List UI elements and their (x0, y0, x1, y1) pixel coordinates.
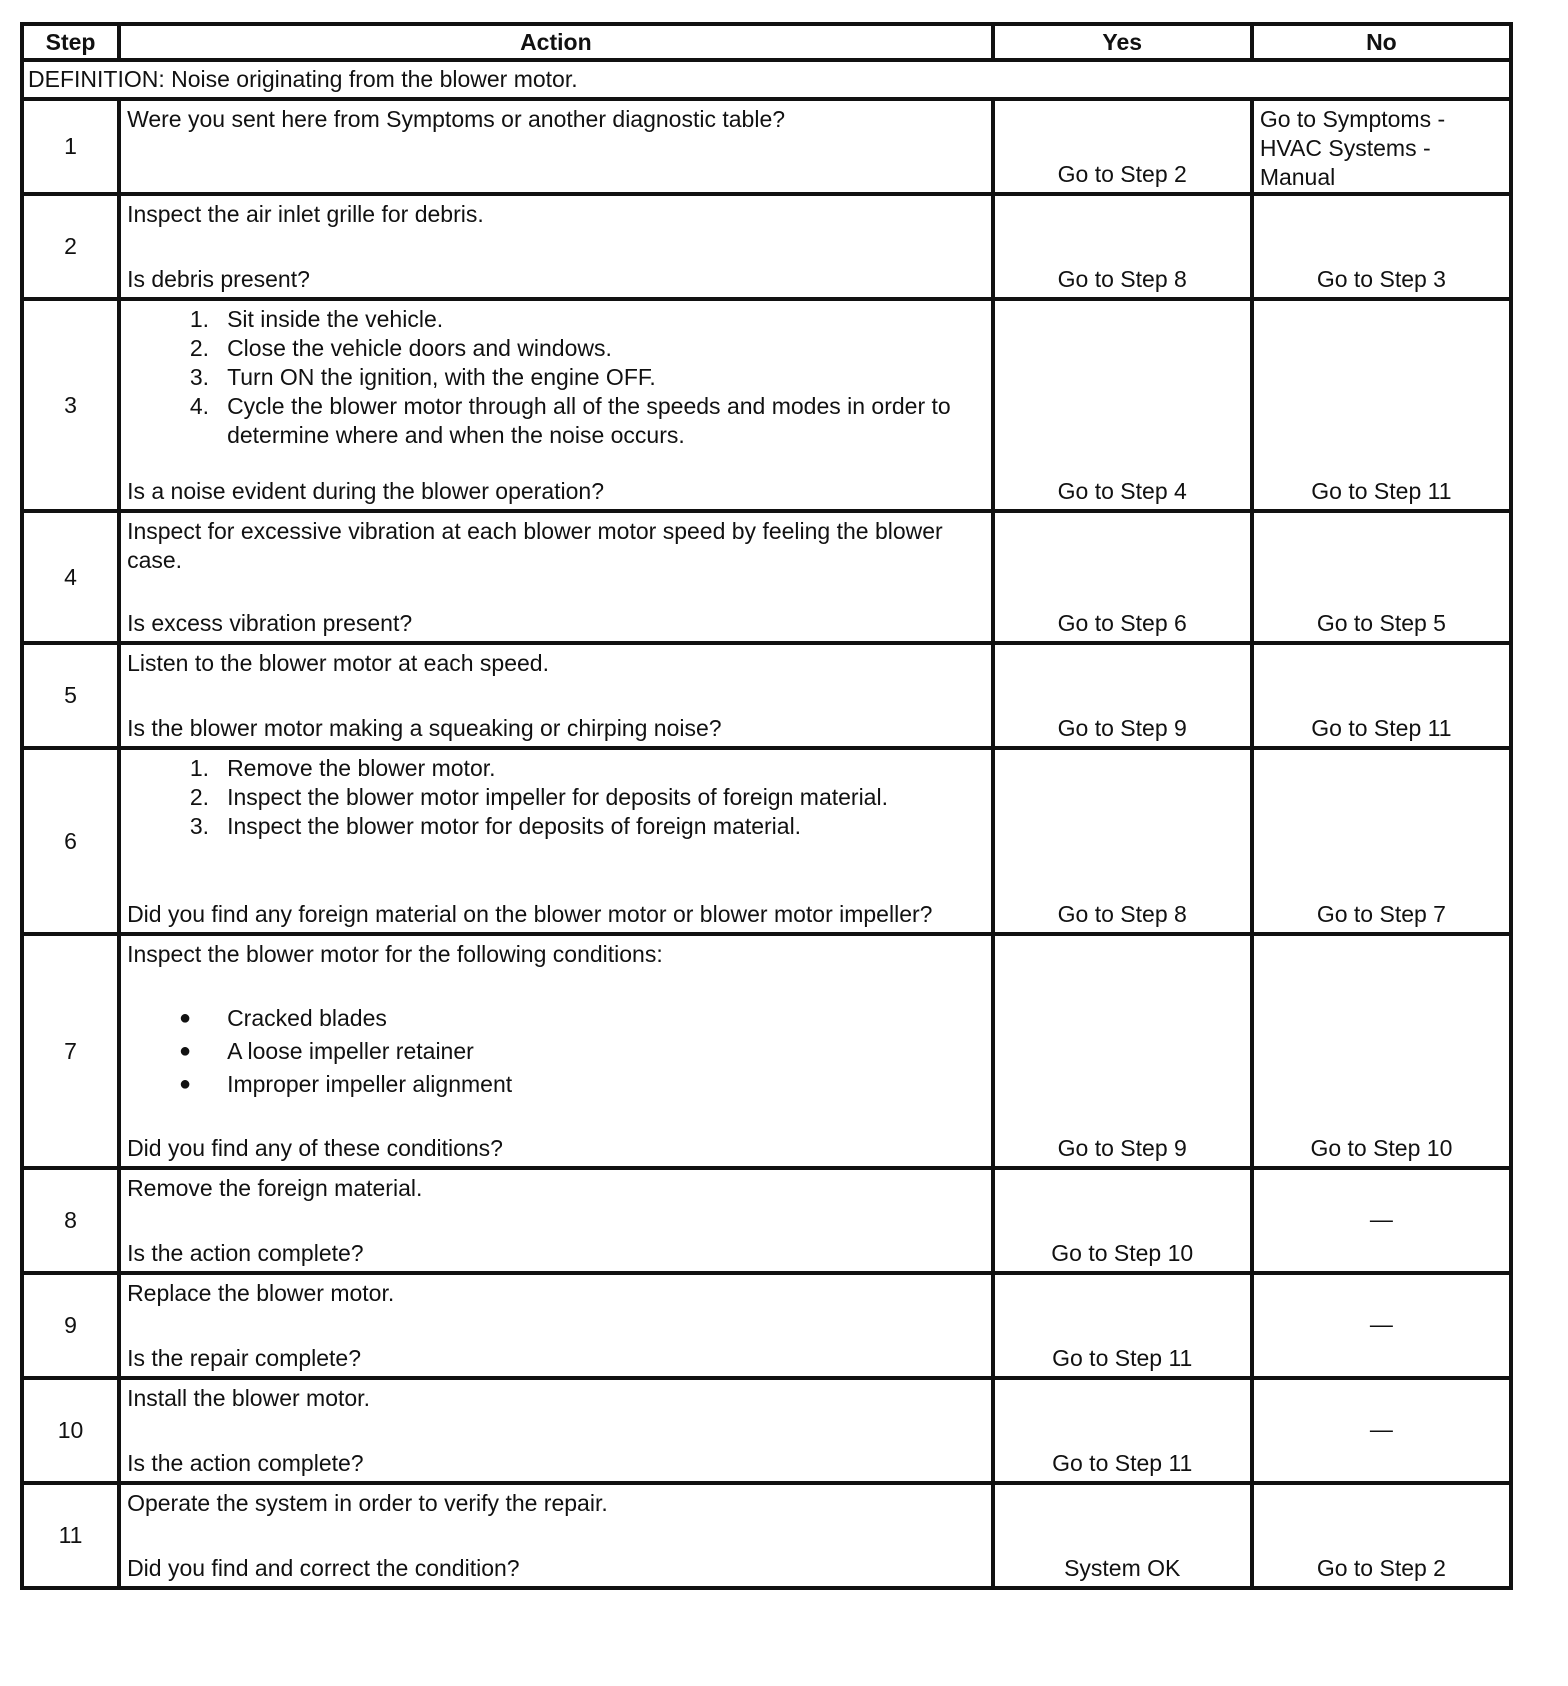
table-row (22, 99, 1511, 194)
yes-cell: Go to Step 10 (993, 1168, 1252, 1273)
list-number: 3. (189, 364, 210, 390)
action-question: Is the blower motor making a squeaking or chirping noise? (127, 715, 722, 741)
header-no: No (1252, 24, 1511, 60)
step-number: 2 (22, 194, 119, 299)
table-row (22, 299, 1511, 511)
no-cell: — (1252, 1378, 1511, 1483)
yes-cell: Go to Step 9 (993, 934, 1252, 1168)
definition-text: DEFINITION: Noise originating from the blower motor. (22, 60, 1511, 99)
action-cell (119, 511, 993, 643)
no-cell: Go to Step 7 (1252, 748, 1511, 934)
numbered-list (127, 754, 985, 841)
list-item (127, 812, 985, 841)
action-question: Is excess vibration present? (127, 610, 413, 636)
diagnostic-table (20, 22, 1513, 1590)
yes-cell: Go to Step 4 (993, 299, 1252, 511)
header-row (22, 24, 1511, 60)
definition-row (22, 60, 1511, 99)
header-yes: Yes (993, 24, 1252, 60)
action-cell (119, 643, 993, 748)
list-item (127, 392, 985, 450)
no-cell: — (1252, 1168, 1511, 1273)
action-text: Replace the blower motor. (127, 1280, 395, 1306)
bullet-icon: ● (178, 1007, 192, 1029)
list-number: 2. (189, 335, 210, 361)
yes-cell: Go to Step 8 (993, 748, 1252, 934)
list-item-text: Remove the blower motor. (227, 755, 496, 781)
action-question: Is debris present? (127, 266, 310, 292)
action-question: Is a noise evident during the blower operation? (127, 478, 604, 504)
yes-cell: Go to Step 2 (993, 99, 1252, 194)
no-cell: Go to Step 5 (1252, 511, 1511, 643)
action-cell (119, 748, 993, 934)
step-number: 5 (22, 643, 119, 748)
no-cell: — (1252, 1273, 1511, 1378)
list-item-text: Inspect the blower motor impeller for deposits of foreign material. (227, 784, 888, 810)
list-item (127, 1037, 985, 1066)
yes-cell: Go to Step 11 (993, 1378, 1252, 1483)
list-item (127, 754, 985, 783)
table-row (22, 1273, 1511, 1378)
no-cell: Go to Step 2 (1252, 1483, 1511, 1588)
list-item (127, 363, 985, 392)
list-number: 1. (189, 306, 210, 332)
table-row (22, 1378, 1511, 1483)
action-cell (119, 99, 993, 194)
table-row (22, 643, 1511, 748)
list-item-text: Cracked blades (227, 1005, 387, 1031)
action-text: Operate the system in order to verify the repair. (127, 1490, 608, 1516)
table-row (22, 1483, 1511, 1588)
yes-cell: Go to Step 8 (993, 194, 1252, 299)
action-question: Is the repair complete? (127, 1345, 362, 1371)
action-cell (119, 1378, 993, 1483)
step-number: 9 (22, 1273, 119, 1378)
step-number: 3 (22, 299, 119, 511)
action-text: Were you sent here from Symptoms or another diagnostic table? (127, 106, 786, 132)
step-number: 8 (22, 1168, 119, 1273)
no-cell: Go to Step 11 (1252, 643, 1511, 748)
action-text: Inspect the air inlet grille for debris. (127, 201, 484, 227)
step-number: 1 (22, 99, 119, 194)
action-cell (119, 1483, 993, 1588)
list-item (127, 1004, 985, 1033)
action-cell (119, 934, 993, 1168)
header-step: Step (22, 24, 119, 60)
step-number: 6 (22, 748, 119, 934)
action-question: Did you find and correct the condition? (127, 1555, 520, 1581)
list-item-text: Turn ON the ignition, with the engine OFF. (227, 364, 656, 390)
table-row (22, 511, 1511, 643)
list-number: 1. (189, 755, 210, 781)
step-number: 10 (22, 1378, 119, 1483)
yes-cell: Go to Step 11 (993, 1273, 1252, 1378)
no-cell: Go to Step 11 (1252, 299, 1511, 511)
action-text: Remove the foreign material. (127, 1175, 423, 1201)
step-number: 7 (22, 934, 119, 1168)
action-question: Did you find any of these conditions? (127, 1135, 503, 1161)
numbered-list (127, 305, 985, 450)
list-item (127, 334, 985, 363)
action-text: Install the blower motor. (127, 1385, 370, 1411)
list-item-text: Sit inside the vehicle. (227, 306, 444, 332)
action-question: Did you find any foreign material on the blower motor or blower motor impeller? (127, 901, 933, 927)
action-text: Listen to the blower motor at each speed. (127, 650, 549, 676)
no-cell: Go to Symptoms - HVAC Systems - Manual (1252, 99, 1511, 194)
action-question: Is the action complete? (127, 1240, 364, 1266)
step-number: 4 (22, 511, 119, 643)
list-item-text: Improper impeller alignment (227, 1071, 513, 1097)
action-cell (119, 194, 993, 299)
table-row (22, 194, 1511, 299)
action-cell (119, 299, 993, 511)
list-item-text: Close the vehicle doors and windows. (227, 335, 612, 361)
no-cell: Go to Step 10 (1252, 934, 1511, 1168)
list-item-text: Cycle the blower motor through all of the speeds and modes in order to determine where and when the noise occurs. (227, 393, 951, 448)
table-row (22, 748, 1511, 934)
action-question: Is the action complete? (127, 1450, 364, 1476)
header-action: Action (119, 24, 993, 60)
table-row (22, 1168, 1511, 1273)
list-item-text: Inspect the blower motor for deposits of foreign material. (227, 813, 802, 839)
list-item (127, 1070, 985, 1099)
action-text: Inspect the blower motor for the following conditions: (127, 941, 663, 967)
action-cell (119, 1168, 993, 1273)
no-cell: Go to Step 3 (1252, 194, 1511, 299)
list-number: 4. (189, 393, 210, 419)
bullet-icon: ● (178, 1073, 192, 1095)
table-row (22, 934, 1511, 1168)
list-number: 2. (189, 784, 210, 810)
yes-cell: System OK (993, 1483, 1252, 1588)
action-cell (119, 1273, 993, 1378)
bullet-list (127, 1004, 985, 1099)
action-text: Inspect for excessive vibration at each blower motor speed by feeling the blower case. (127, 518, 943, 573)
yes-cell: Go to Step 6 (993, 511, 1252, 643)
yes-cell: Go to Step 9 (993, 643, 1252, 748)
list-item (127, 305, 985, 334)
list-item-text: A loose impeller retainer (227, 1038, 474, 1064)
bullet-icon: ● (178, 1040, 192, 1062)
list-number: 3. (189, 813, 210, 839)
step-number: 11 (22, 1483, 119, 1588)
list-item (127, 783, 985, 812)
